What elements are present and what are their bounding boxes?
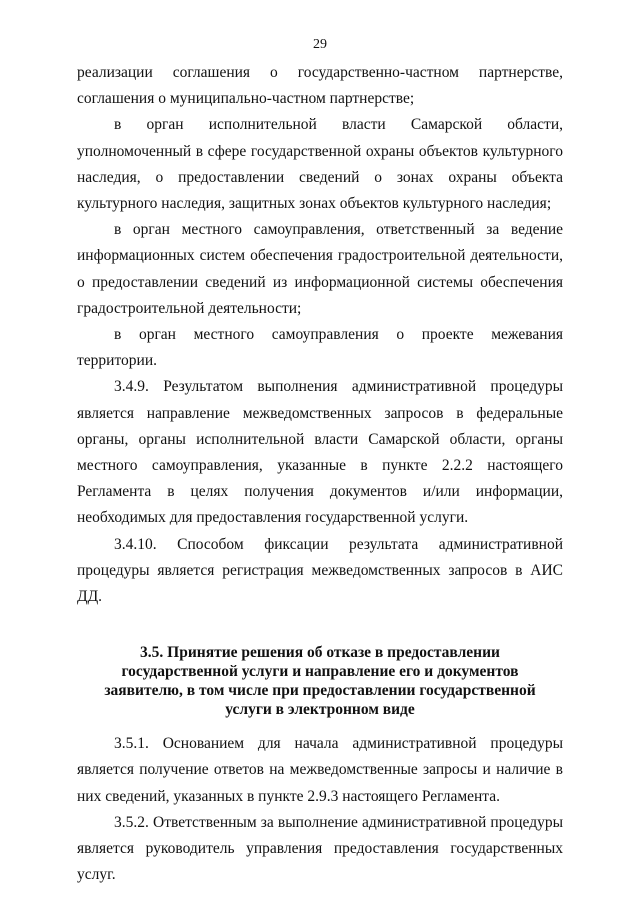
section-heading-3-5: 3.5. Принятие решения об отказе в предоставлении государственной услуги и направление его и документов заявителю, в том числе при предоставлении государственной услуги в электронном виде: [104, 644, 536, 719]
paragraph-culture-heritage-organ: в орган исполнительной власти Самарской области, уполномоченный в сфере государственной охраны объектов культурного наследия, о предоставлении сведений о зонах охраны объекта культурного наследия, защитных зонах объектов культурного наследия;: [77, 116, 563, 213]
paragraph-3-4-10: 3.4.10. Способом фиксации результата административной процедуры является регистрация межведомственных запросов в АИС ДД.: [77, 535, 563, 606]
paragraph-3-5-2: 3.5.2. Ответственным за выполнение административной процедуры является руководитель управления предоставления государственных услуг.: [77, 813, 563, 884]
paragraph-continuation: реализации соглашения о государственно-частном партнерстве, соглашения о муниципально-частном партнерстве;: [77, 64, 563, 108]
paragraph-3-5-1: 3.5.1. Основанием для начала административной процедуры является получение ответов на межведомственные запросы и наличие в них сведений, указанных в пункте 2.9.3 настоящего Регламента.: [77, 735, 563, 805]
document-body: [77, 60, 563, 888]
paragraph-isogd-organ: в орган местного самоуправления, ответственный за ведение информационных систем обеспечения градостроительной деятельности, о предоставлении сведений из информационной системы обеспечения градостроительной деятельности;: [77, 221, 563, 317]
page-number: 29: [313, 37, 327, 52]
paragraph-3-4-9: 3.4.9. Результатом выполнения административной процедуры является направление межведомственных запросов в федеральные органы, органы исполнительной власти Самарской области, органы местного самоуправления, указанные в пункте 2.2.2 настоящего Регламента в целях получения документов и/или информации, необходимых для предоставления государственной услуги.: [77, 378, 563, 527]
paragraph-land-survey-organ: в орган местного самоуправления о проекте межевания территории.: [77, 326, 563, 370]
